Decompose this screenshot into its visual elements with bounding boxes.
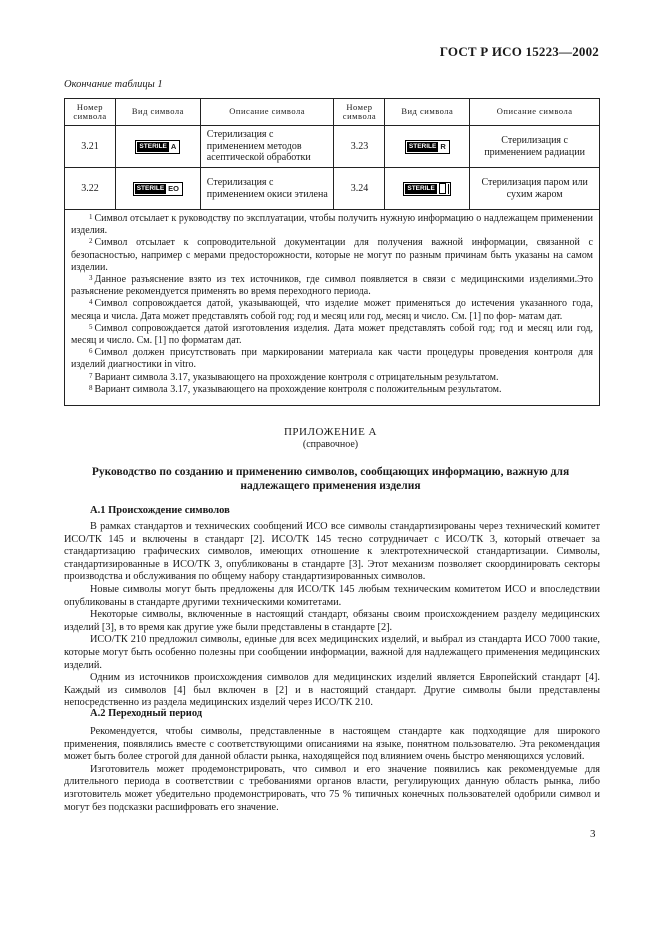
symbols-table xyxy=(64,98,600,210)
paragraph: В рамках стандартов и технических сообщений ИСО все символы стандартизированы через технический комитет ИСО/ТК 145 и включены в стандарт [2]. ИСО/ТК 145 тесно сотрудничает с ИСО/ТК 3, который отвечает за стандартизацию графических символов, имеющих отношение к электротехнической стандартизации. Символы, стандартизированные в ИСО/ТК 3, опубликованы в стандарте [3]. Этот механизм позволяет скоординировать секторы производства и обслуживания по общему набору стандартизированных символов. xyxy=(64,521,600,583)
appendix-subtitle: (справочное) xyxy=(302,439,359,450)
symbol-number: 3.21 xyxy=(65,126,116,168)
footnote: $^7$ Вариант символа 3.17, указывающего на прохождение контроля с отрицательным результатом. xyxy=(89,371,499,383)
header-view: Вид символа xyxy=(385,99,470,126)
section-body xyxy=(64,521,600,710)
appendix-title: ПРИЛОЖЕНИЕ А xyxy=(283,426,377,438)
paragraph: Изготовитель может продемонстрировать, что символ и его значение появились как рекомендуемые для длительного периода в соответствии с требованиями органов власти, регулирующих данную область рынка, либо изготовитель может убедительно продемонстрировать, что 75 % типичных конечных пользователей одобрили символ и могут без подсказки расшифровать его значение. xyxy=(64,763,600,813)
symbol-description: Стерилизация с применением окиси этилена xyxy=(200,168,334,210)
symbol-view xyxy=(115,168,200,210)
appendix-heading: Руководство по созданию и применению символов, сообщающих информацию, важную для надлежащего применения изделия xyxy=(91,466,570,492)
paragraph: ИСО/ТК 210 предложил символы, единые для всех медицинских изделий, и выбрал из стандарта ИСО 7000 такие, которые могут быть особенно полезны при сообщении информации, важной для надлежащего применения медицинских изделий. xyxy=(64,634,600,671)
header-number: Номер символа xyxy=(65,99,116,126)
table-caption: Окончание таблицы 1 xyxy=(64,79,163,90)
table-row xyxy=(65,126,600,168)
section-title: А.2 Переходный период xyxy=(90,708,203,719)
sterile-a-icon: STERILE A xyxy=(135,140,180,154)
footnote: $^6$ Символ должен присутствовать при маркировании материала как части процедуры проведения контроля для изделий диагностики in vitro. xyxy=(71,347,593,371)
sterile-eo-icon: STERILE EO xyxy=(133,182,183,196)
symbol-number: 3.22 xyxy=(65,168,116,210)
symbol-description: Стерилизация с применением методов асептической обработки xyxy=(200,126,334,168)
paragraph: Рекомендуется, чтобы символы, представленные в настоящем стандарте как подходящие для широкого применения, появлялись вместе с соответствующими описаниями на языке, понятном пользователю. Эта рекомендация может быть более строгой для данной области рынка, находящейся под влиянием очень быстро меняющихся условий. xyxy=(64,726,600,763)
paragraph: Одним из источников происхождения символов для медицинских изделий является Европейский стандарт [4]. Каждый из символов [4] был включен в [2] и в настоящий стандарт. Другие символы были представлены непосредственно из раздела медицинских изделий через ИСО/ТК 210. xyxy=(64,672,600,709)
symbol-number: 3.24 xyxy=(334,168,385,210)
header-description: Описание символа xyxy=(470,99,600,126)
symbol-view xyxy=(385,168,470,210)
symbol-number: 3.23 xyxy=(334,126,385,168)
header-number: Номер символа xyxy=(334,99,385,126)
page-number: 3 xyxy=(590,828,596,840)
header-description: Описание символа xyxy=(200,99,334,126)
table-row xyxy=(65,168,600,210)
paragraph: Некоторые символы, включенные в настоящий стандарт, обязаны своим происхождением разделу медицинских изделий [3], в то время как другие уже были представлены в стандарте [2]. xyxy=(64,609,600,633)
footnote: $^3$ Данное разъяснение взято из тех источников, где символ появляется в связи с медицинскими изделиями.Это разъяснение рекомендуется применять во время переходного периода. xyxy=(71,274,593,298)
symbol-description: Стерилизация паром или сухим жаром xyxy=(470,168,600,210)
paragraph: Новые символы могут быть предложены для ИСО/ТК 145 любым техническим комитетом ИСО и впоследствии опубликованы в стандарте другими техническими комитетами. xyxy=(64,583,600,608)
footnote: $^5$ Символ сопровождается датой изготовления изделия. Дата может представлять собой год; год и месяц или год, месяц и число. См. [1] по форматам дат. xyxy=(71,322,593,347)
footnote: $^8$ Вариант символа 3.17, указывающего на прохождение контроля с положительным результатом. xyxy=(89,383,502,395)
sterile-r-icon: STERILE R xyxy=(405,140,450,154)
footnote: $^2$ Символ отсылает к сопроводительной документации для получения важной информации, связанной с безопасностью, например с мерами предосторожности, которые не могут по разным причинам быть указаны на самом изделии. xyxy=(71,237,593,273)
table-header-row xyxy=(65,99,600,126)
symbol-view xyxy=(385,126,470,168)
document-header: ГОСТ Р ИСО 15223—2002 xyxy=(439,44,599,59)
section-body xyxy=(64,726,600,814)
symbol-view xyxy=(115,126,200,168)
symbol-description: Стерилизация с применением радиации xyxy=(470,126,600,168)
footnote: $^1$ Символ отсылает к руководству по эксплуатации, чтобы получить нужную информацию о надлежащем применении изделия. xyxy=(71,213,593,237)
sterile-steam-icon: STERILE xyxy=(403,182,451,196)
header-view: Вид символа xyxy=(115,99,200,126)
footnote: $^4$ Символ сопровождается датой, указывающей, что изделие может применяться до истечения указанного года, месяца и числа. Дата может представлять собой год; год и месяц или год, месяц и число. См. [1] по фор- матам дат. xyxy=(71,298,593,322)
section-title: А.1 Происхождение символов xyxy=(90,505,230,516)
table-footnotes xyxy=(64,210,600,406)
